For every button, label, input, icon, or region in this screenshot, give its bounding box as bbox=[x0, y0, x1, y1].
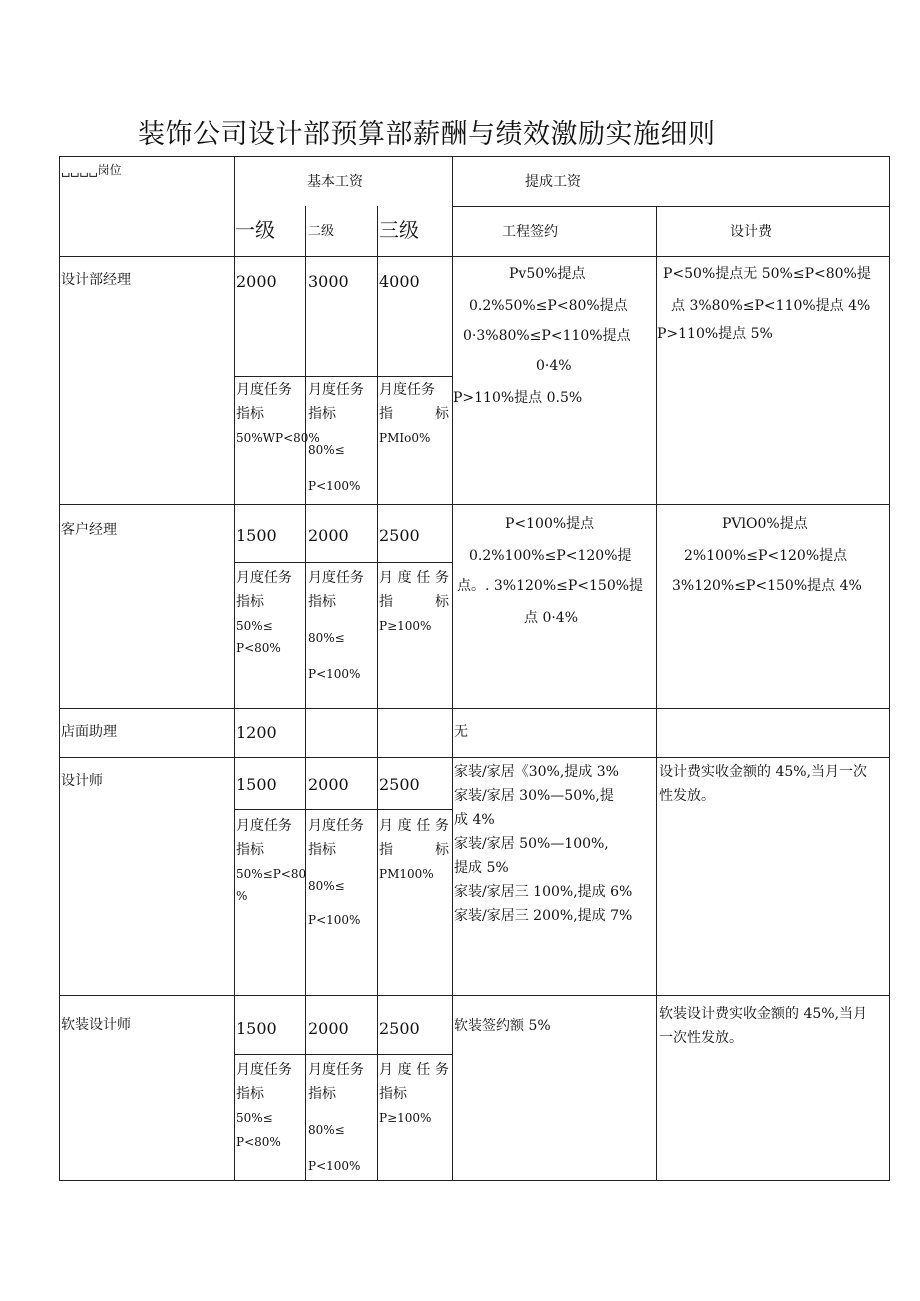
contract-line: 软装签约额 5% bbox=[454, 1018, 551, 1034]
commission-header: 提成工资 bbox=[525, 174, 581, 190]
contract-line: 点。. 3%120%≤P<150%提 bbox=[457, 578, 644, 594]
role-name: 设计师 bbox=[61, 773, 103, 789]
table-rule bbox=[656, 206, 657, 1181]
role-name: 设计部经理 bbox=[61, 272, 131, 288]
contract-line: 提成 5% bbox=[454, 860, 509, 876]
contract-line: Pv50%提点 bbox=[509, 266, 586, 282]
target-line: 月度任务 bbox=[236, 570, 292, 586]
table-border-left bbox=[59, 156, 60, 1181]
table-rule bbox=[234, 809, 452, 810]
salary-value: 2500 bbox=[379, 526, 420, 545]
salary-value: 2000 bbox=[236, 272, 277, 291]
salary-value: 4000 bbox=[379, 272, 420, 291]
table-rule bbox=[234, 376, 452, 377]
contract-line: 0·4% bbox=[536, 358, 572, 374]
contract-line: 家装/家居三 200%,提成 7% bbox=[454, 908, 633, 924]
contract-line: 家装/家居 30%—50%,提 bbox=[454, 788, 614, 804]
target-line: 指标 bbox=[308, 406, 336, 422]
target-line: 指标 bbox=[379, 1086, 407, 1102]
target-line: P<100% bbox=[308, 913, 361, 927]
contract-line: P<100%提点 bbox=[505, 516, 595, 532]
target-line: 月度任务 bbox=[379, 818, 449, 834]
target-line: 指标 bbox=[379, 594, 449, 610]
design-fee-line: 3%120%≤P<150%提点 4% bbox=[672, 578, 862, 594]
target-line: 月度任务 bbox=[236, 818, 292, 834]
target-line: P<80% bbox=[236, 1135, 281, 1149]
target-line: 指标 bbox=[236, 594, 264, 610]
document-title: 装饰公司设计部预算部薪酬与绩效激励实施细则 bbox=[138, 119, 716, 150]
design-fee-header: 设计费 bbox=[730, 224, 772, 240]
target-line: P<100% bbox=[308, 667, 361, 681]
target-line: 80%≤ bbox=[308, 1123, 345, 1137]
table-rule bbox=[59, 995, 890, 996]
level-1-header: 一级 bbox=[235, 218, 275, 242]
target-line: 指标 bbox=[236, 406, 264, 422]
target-line: 指标 bbox=[308, 842, 336, 858]
table-rule bbox=[59, 708, 890, 709]
target-line: 指标 bbox=[236, 842, 264, 858]
contract-line: P>110%提点 0.5% bbox=[453, 390, 583, 406]
salary-value: 1500 bbox=[236, 775, 277, 794]
design-fee-line: 软装设计费实收金额的 45%,当月 bbox=[659, 1006, 868, 1022]
role-name: 店面助理 bbox=[61, 724, 117, 740]
target-line: P≥100% bbox=[379, 1111, 432, 1125]
salary-value: 2500 bbox=[379, 1019, 420, 1038]
target-line: 月度任务 bbox=[236, 382, 292, 398]
salary-value: 1200 bbox=[236, 723, 277, 742]
level-2-header: 二级 bbox=[308, 224, 335, 239]
table-rule bbox=[234, 1054, 452, 1055]
target-line: 月度任务 bbox=[308, 818, 364, 834]
target-line: 指标 bbox=[379, 842, 449, 858]
target-line: 月度任务 bbox=[308, 1062, 364, 1078]
table-rule bbox=[234, 562, 452, 563]
table-rule bbox=[59, 504, 890, 505]
contract-line: 家装/家居三 100%,提成 6% bbox=[454, 884, 633, 900]
target-line: % bbox=[236, 889, 248, 903]
design-fee-line: 2%100%≤P<120%提点 bbox=[684, 548, 848, 564]
design-fee-line: 设计费实收金额的 45%,当月一次 bbox=[659, 764, 868, 780]
table-rule bbox=[59, 256, 890, 257]
corner-header: ␣␣␣␣岗位 bbox=[61, 163, 122, 177]
target-line: 指标 bbox=[308, 1086, 336, 1102]
target-line: 80%≤ bbox=[308, 879, 345, 893]
table-rule bbox=[59, 757, 890, 758]
target-line: 月度任务 bbox=[379, 382, 435, 398]
salary-value: 3000 bbox=[308, 272, 349, 291]
contract-line: 家装/家居 50%—100%, bbox=[454, 836, 609, 852]
contract-line: 无 bbox=[454, 724, 468, 740]
target-line: 80%≤ bbox=[308, 443, 345, 457]
target-line: P<100% bbox=[308, 1159, 361, 1173]
table-rule bbox=[305, 206, 306, 1181]
contract-line: 0.2%100%≤P<120%提 bbox=[469, 548, 632, 564]
table-rule bbox=[377, 206, 378, 1181]
target-line: PM100% bbox=[379, 867, 434, 881]
target-line: 指标 bbox=[379, 406, 449, 422]
target-line: 月度任务 bbox=[308, 570, 364, 586]
contract-line: 点 0·4% bbox=[524, 610, 579, 626]
design-fee-line: P>110%提点 5% bbox=[657, 326, 773, 342]
target-line: 80%≤ bbox=[308, 631, 345, 645]
contract-line: 0.2%50%≤P<80%提点 bbox=[469, 298, 628, 314]
table-rule bbox=[452, 206, 890, 207]
target-line: PMIo0% bbox=[379, 431, 431, 445]
design-fee-line: PVlO0%提点 bbox=[722, 516, 808, 532]
contract-line: 成 4% bbox=[454, 812, 495, 828]
target-line: 50%WP<80% bbox=[236, 431, 320, 445]
role-name: 软装设计师 bbox=[61, 1017, 131, 1033]
salary-value: 2000 bbox=[308, 526, 349, 545]
target-line: P<100% bbox=[308, 479, 361, 493]
target-line: 月度任务 bbox=[308, 382, 364, 398]
table-border-bottom bbox=[59, 1180, 890, 1181]
salary-value: 2000 bbox=[308, 1019, 349, 1038]
target-line: 50%≤ bbox=[236, 619, 273, 633]
table-rule bbox=[452, 156, 453, 1181]
salary-value: 2500 bbox=[379, 775, 420, 794]
level-3-header: 三级 bbox=[379, 218, 419, 242]
basic-salary-header: 基本工资 bbox=[307, 174, 363, 190]
target-line: 月度任务 bbox=[379, 1062, 449, 1078]
target-line: 50%≤P<80 bbox=[236, 867, 307, 881]
salary-value: 1500 bbox=[236, 1019, 277, 1038]
table-border-top bbox=[59, 156, 890, 157]
target-line: 50%≤ bbox=[236, 1111, 273, 1125]
design-fee-line: P<50%提点无 50%≤P<80%提 bbox=[663, 266, 871, 282]
contract-line: 家装/家居《30%,提成 3% bbox=[454, 764, 619, 780]
target-line: 月度任务 bbox=[236, 1062, 292, 1078]
table-rule bbox=[234, 156, 235, 1181]
target-line: 月度任务 bbox=[379, 570, 449, 586]
target-line: P<80% bbox=[236, 641, 281, 655]
contract-line: 0·3%80%≤P<110%提点 bbox=[463, 328, 631, 344]
target-line: 指标 bbox=[236, 1086, 264, 1102]
contract-header: 工程签约 bbox=[502, 224, 558, 240]
design-fee-line: 点 3%80%≤P<110%提点 4% bbox=[671, 298, 871, 314]
table-border-right bbox=[889, 156, 890, 1181]
salary-value: 1500 bbox=[236, 526, 277, 545]
target-line: 指标 bbox=[308, 594, 336, 610]
salary-value: 2000 bbox=[308, 775, 349, 794]
design-fee-line: 一次性发放。 bbox=[659, 1030, 743, 1046]
role-name: 客户经理 bbox=[61, 522, 117, 538]
design-fee-line: 性发放。 bbox=[659, 788, 715, 804]
target-line: P≥100% bbox=[379, 619, 432, 633]
